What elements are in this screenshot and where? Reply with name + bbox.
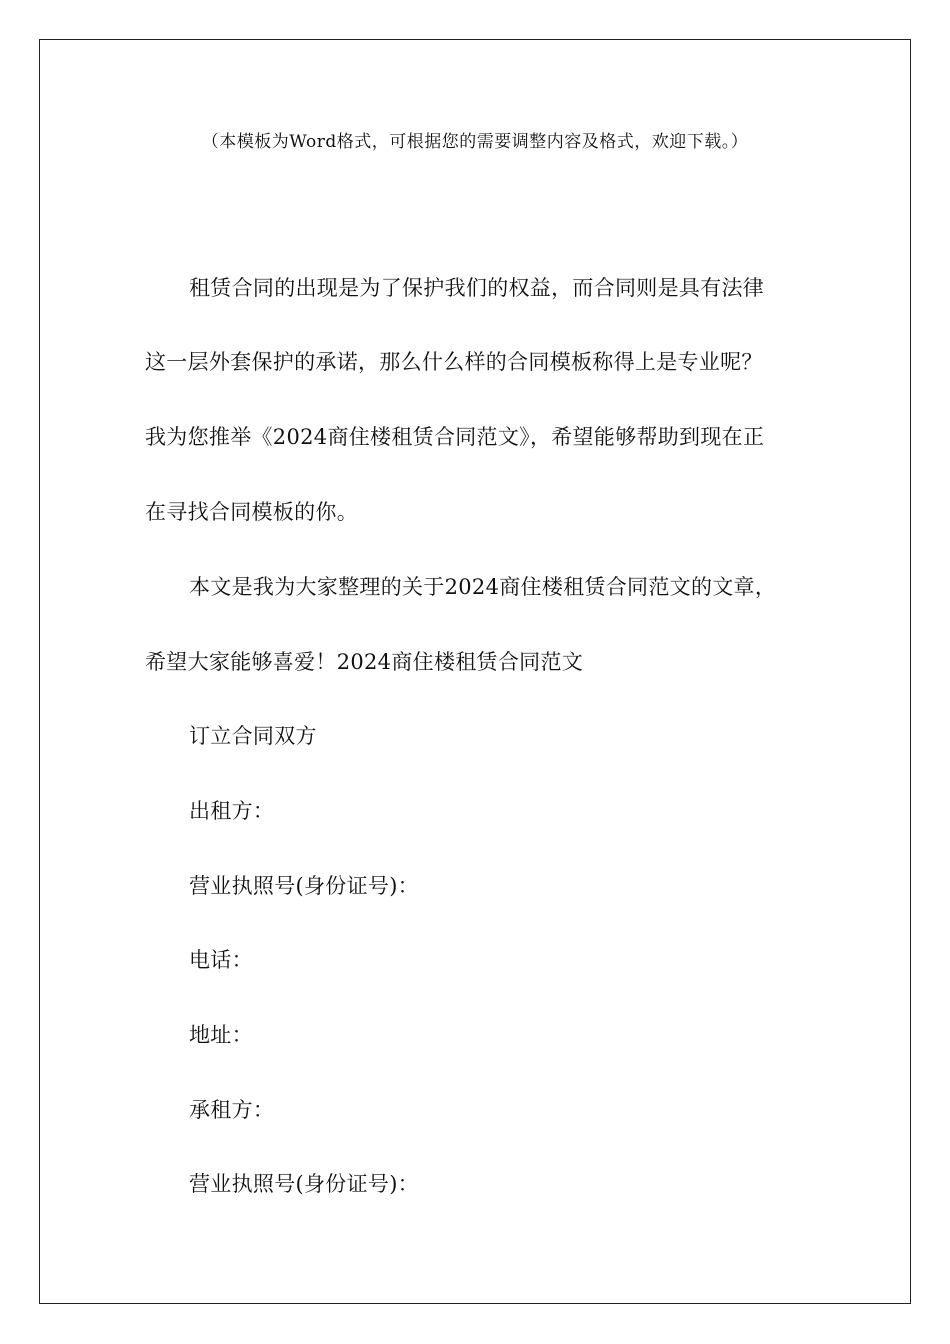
paragraph-line-6: 希望大家能够喜爱！2024商住楼租赁合同范文 (145, 650, 584, 674)
template-note: （本模板为Word格式，可根据您的需要调整内容及格式，欢迎下载。） (201, 132, 749, 152)
paragraph-line-2: 这一层外套保护的承诺，那么什么样的合同模板称得上是专业呢？ (145, 350, 763, 374)
section-heading-parties: 订立合同双方 (189, 724, 317, 748)
paragraph-line-3: 我为您推举《2024商住楼租赁合同范文》，希望能够帮助到现在正 (145, 425, 765, 449)
lessee-license-label: 营业执照号(身份证号)： (189, 1172, 419, 1196)
lessor-address-label: 地址： (189, 1023, 253, 1047)
paragraph-line-4: 在寻找合同模板的你。 (145, 500, 358, 524)
lessee-label: 承租方： (189, 1098, 275, 1122)
paragraph-line-1: 租赁合同的出现是为了保护我们的权益，而合同则是具有法律 (189, 276, 765, 300)
lessor-label: 出租方： (189, 799, 275, 823)
lessor-phone-label: 电话： (189, 948, 253, 972)
lessor-license-label: 营业执照号(身份证号)： (189, 874, 419, 898)
paragraph-line-5: 本文是我为大家整理的关于2024商住楼租赁合同范文的文章， (189, 575, 777, 599)
